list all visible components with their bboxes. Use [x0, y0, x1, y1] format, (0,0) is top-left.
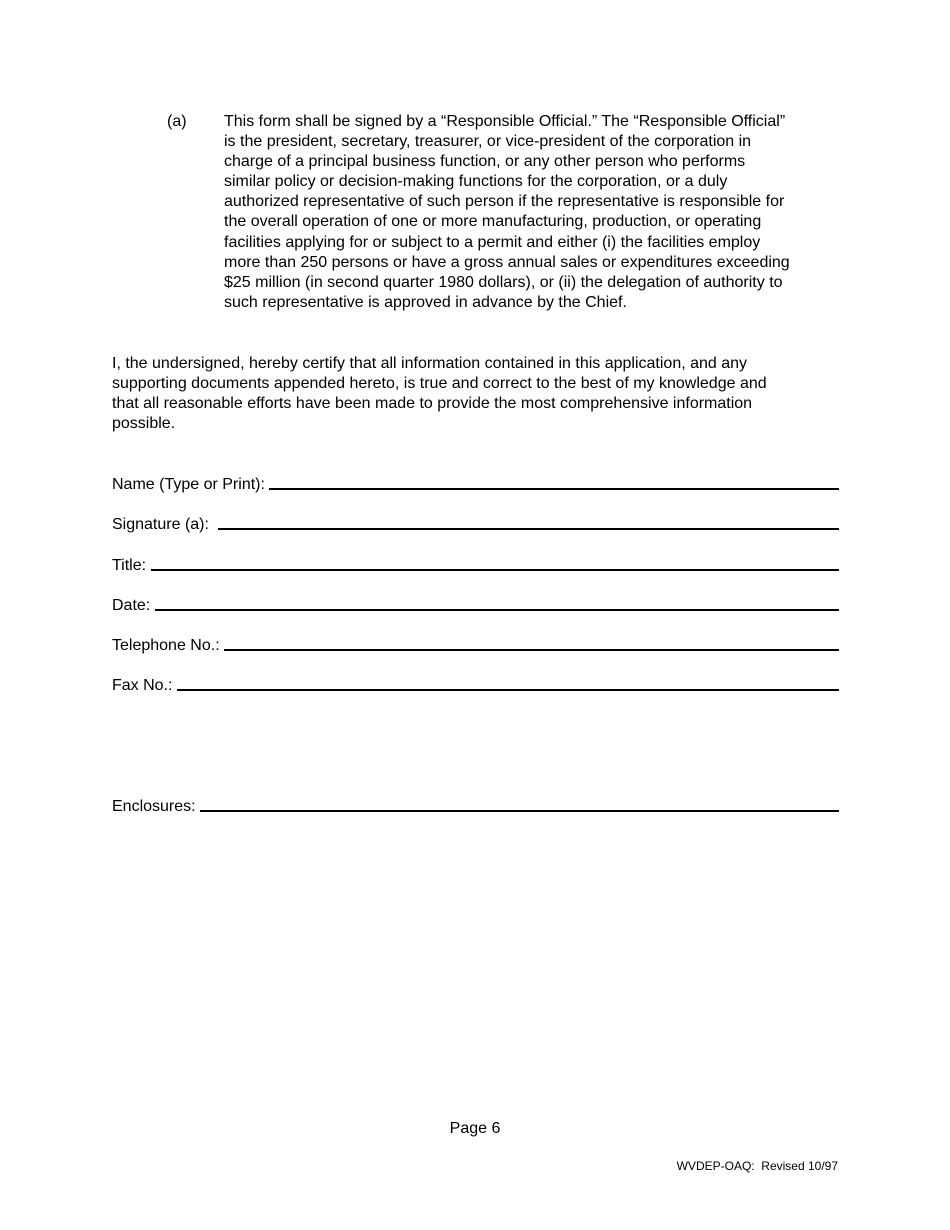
signature-field[interactable]	[112, 513, 839, 535]
note-line: similar policy or decision-making functions for the corporation, or a duly	[224, 173, 728, 191]
title-input-line[interactable]	[151, 569, 839, 571]
enclosures-input-line[interactable]	[200, 810, 839, 812]
fax-label: Fax No.:	[112, 677, 177, 694]
name-input-line[interactable]	[269, 488, 839, 490]
page-number: Page 6	[449, 1120, 501, 1137]
date-field[interactable]	[112, 594, 839, 616]
note-line: such representative is approved in advance by the Chief.	[224, 293, 627, 311]
note-line: is the president, secretary, treasurer, or vice-president of the corporation in	[224, 133, 752, 151]
note-line: This form shall be signed by a “Responsible Official.” The “Responsible Official”	[224, 113, 786, 130]
certification-line: I, the undersigned, hereby certify that all information contained in this application, and any	[112, 355, 748, 372]
certification-statement	[112, 354, 842, 434]
note-text	[224, 112, 846, 313]
title-field[interactable]	[112, 554, 839, 576]
fax-field[interactable]	[112, 674, 839, 696]
signature-label: Signature (a):	[112, 516, 218, 533]
note-line: charge of a principal business function, or any other person who performs	[224, 153, 746, 171]
telephone-input-line[interactable]	[224, 649, 839, 651]
certification-line: that all reasonable efforts have been made to provide the most comprehensive information	[112, 395, 753, 413]
date-label: Date:	[112, 597, 155, 614]
date-input-line[interactable]	[155, 609, 839, 611]
telephone-field[interactable]	[112, 634, 839, 656]
telephone-label: Telephone No.:	[112, 637, 225, 654]
title-label: Title:	[112, 557, 151, 574]
enclosures-label: Enclosures:	[112, 798, 201, 815]
name-field[interactable]	[112, 473, 839, 495]
name-label: Name (Type or Print):	[112, 476, 270, 493]
enclosures-field[interactable]	[112, 795, 839, 817]
note-line: facilities applying for or subject to a permit and either (i) the facilities employ	[224, 233, 761, 251]
signature-input-line[interactable]	[218, 528, 839, 530]
note-marker: (a)	[167, 113, 187, 130]
revision-note: WVDEP-OAQ: Revised 10/97	[676, 1159, 838, 1173]
certification-line: supporting documents appended hereto, is true and correct to the best of my knowledge and	[112, 375, 767, 393]
note-line: the overall operation of one or more manufacturing, production, or operating	[224, 213, 762, 231]
note-line: authorized representative of such person if the representative is responsible for	[224, 193, 785, 211]
certification-line: possible.	[112, 415, 176, 433]
fax-input-line[interactable]	[177, 689, 839, 691]
note-line: more than 250 persons or have a gross annual sales or expenditures exceeding	[224, 253, 790, 271]
note-line: $25 million (in second quarter 1980 dollars), or (ii) the delegation of authority to	[224, 273, 783, 291]
